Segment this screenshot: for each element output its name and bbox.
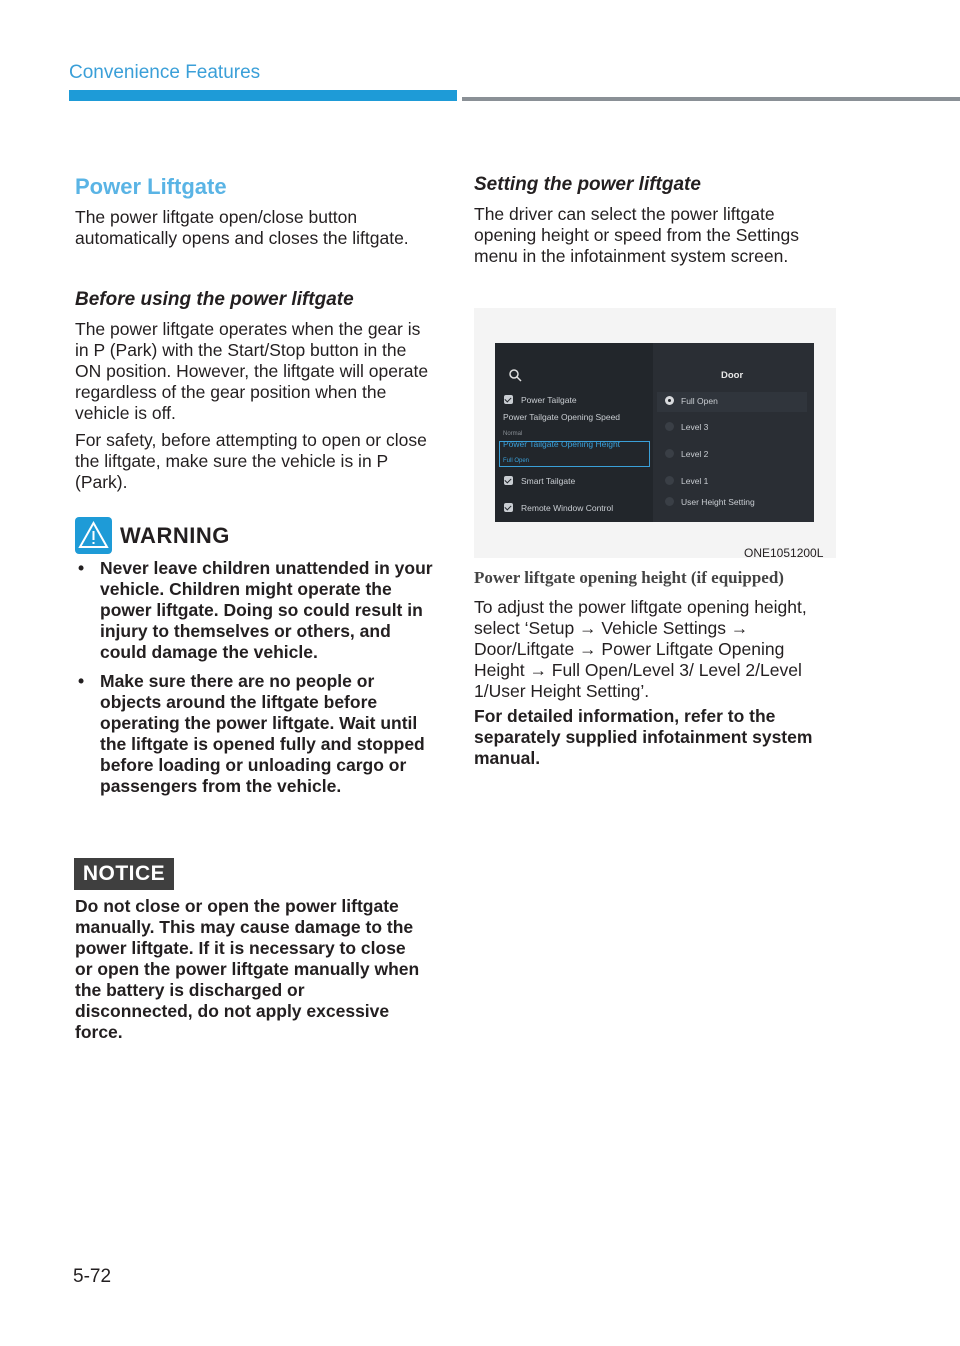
menu-item: Power Tailgate: [521, 395, 577, 405]
option-item: Full Open: [681, 396, 718, 406]
option-item: Level 3: [681, 422, 709, 432]
checkbox-icon: [504, 503, 513, 512]
header-accent-bar: [69, 90, 457, 101]
screen-title: Door: [721, 370, 744, 381]
menu-item-value: Normal: [503, 431, 523, 437]
warning-icon: [75, 517, 112, 554]
warning-item: • Never leave children unattended in your vehicle. Children might operate the power liftgate. Doing so could result in injury to themselves or others, and could damage the vehicle.: [78, 558, 433, 662]
notice-label: NOTICE: [74, 858, 174, 890]
figure-caption: Power liftgate opening height (if equipped): [474, 568, 784, 587]
checkbox-icon: [504, 476, 513, 485]
warning-list: [75, 558, 435, 805]
radio-icon: [665, 476, 674, 485]
menu-item: Smart Tailgate: [521, 476, 576, 486]
checkbox-icon: [504, 395, 513, 404]
radio-icon: [665, 497, 674, 506]
search-icon: [509, 369, 522, 387]
menu-item: Power Tailgate Opening Height: [503, 439, 621, 449]
adjust-height-paragraph: To adjust the power liftgate opening height, select ‘Setup → Vehicle Settings → Door/Liftgate → Power Liftgate Opening Height → Full Open/Level 3/ Level 2/Level 1/User Height Setting’.: [474, 597, 807, 701]
menu-item: Remote Window Control: [521, 503, 614, 513]
before-using-paragraph-2: For safety, before attempting to open or close the liftgate, make sure the vehicle is in P (Park).: [75, 430, 427, 492]
radio-icon: [665, 422, 674, 431]
before-using-paragraph-1: The power liftgate operates when the gear is in P (Park) with the Start/Stop button in the ON position. However, the liftgate will operate regardless of the gear position when the vehicle is off.: [75, 319, 429, 423]
option-item: Level 1: [681, 476, 709, 486]
section-title: Convenience Features: [69, 62, 261, 83]
before-using-heading: Before using the power liftgate: [75, 289, 354, 310]
warning-item: • Make sure there are no people or objects around the liftgate before operating the power liftgate. Wait until the liftgate is opened fully and stopped before loading or unloading cargo or passengers from the vehicle.: [78, 671, 425, 796]
menu-item: Power Tailgate Opening Speed: [503, 412, 621, 422]
option-item: User Height Setting: [681, 497, 755, 507]
notice-text: Do not close or open the power liftgate manually. This may cause damage to the power liftgate. If it is necessary to close or open the power liftgate manually when the battery is discharged or disconnected, do not apply excessive force.: [75, 896, 420, 1042]
refer-manual-paragraph: For detailed information, refer to the separately supplied infotainment system manual.: [474, 706, 813, 768]
option-item: Level 2: [681, 449, 709, 459]
setting-intro-paragraph: The driver can select the power liftgate opening height or speed from the Settings menu in the infotainment system screen.: [474, 204, 799, 266]
radio-icon: [665, 449, 674, 458]
intro-paragraph: The power liftgate open/close button automatically opens and closes the liftgate.: [75, 207, 409, 248]
header-rule: [462, 97, 960, 101]
warning-heading: [75, 517, 230, 554]
page-number: 5-72: [73, 1266, 112, 1287]
menu-item-value: Full Open: [503, 458, 530, 464]
setting-liftgate-heading: Setting the power liftgate: [474, 174, 701, 195]
warning-label: WARNING: [120, 522, 230, 548]
power-liftgate-heading: Power Liftgate: [75, 174, 227, 199]
figure-code: ONE1051200L: [744, 546, 824, 560]
radio-selected-icon: [665, 396, 674, 405]
infotainment-screen-illustration: [495, 343, 814, 522]
